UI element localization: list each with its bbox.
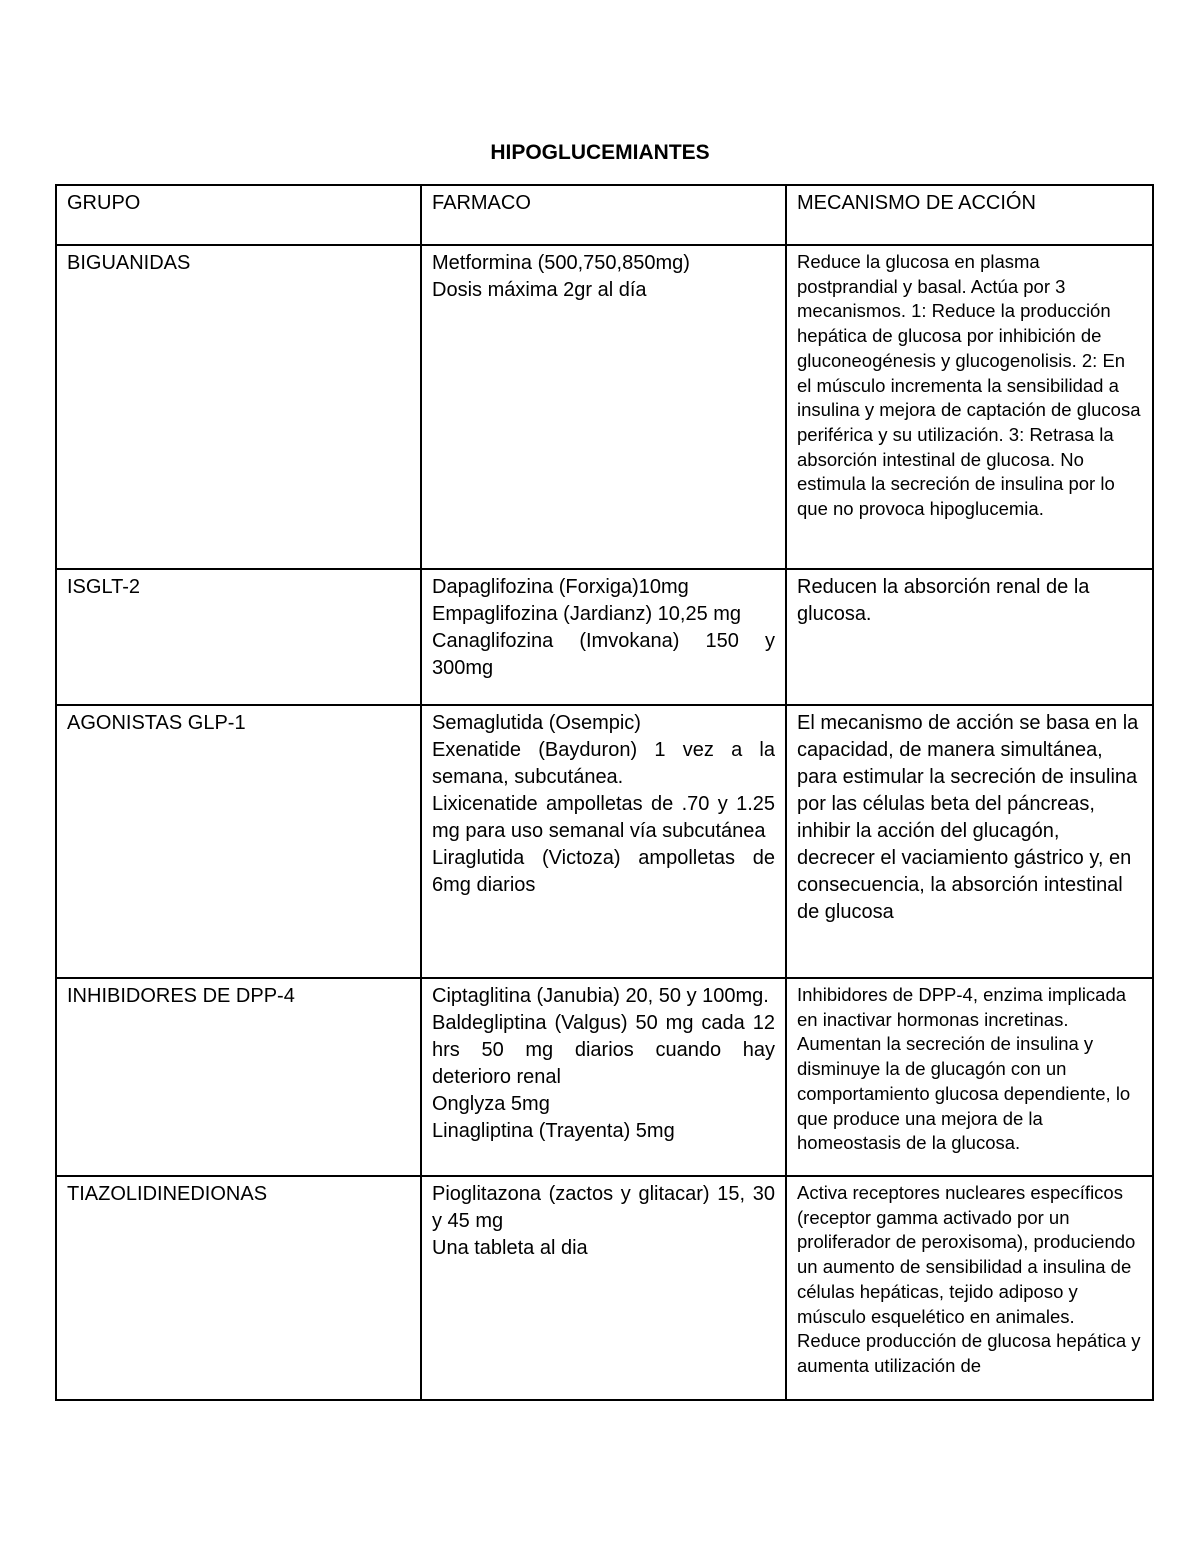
drug-line: Una tableta al dia: [432, 1237, 588, 1259]
drug-cell: [421, 245, 786, 569]
group-cell: INHIBIDORES DE DPP-4: [56, 978, 421, 1176]
table-header-row: [56, 185, 1153, 245]
group-cell: TIAZOLIDINEDIONAS: [56, 1176, 421, 1400]
drug-cell: [421, 569, 786, 705]
group-cell: BIGUANIDAS: [56, 245, 421, 569]
drug-line: Ciptaglitina (Janubia) 20, 50 y 100mg.: [432, 985, 769, 1007]
drug-line: Dapaglifozina (Forxiga)10mg: [432, 576, 689, 598]
drug-line: Baldegliptina (Valgus) 50 mg cada 12 hrs 50 mg diarios cuando hay deterioro renal: [432, 1012, 775, 1088]
mechanism-cell: El mecanismo de acción se basa en la capacidad, de manera simultánea, para estimular la secreción de insulina por las células beta del páncreas, inhibir la acción del glucagón, decrecer el vaciamiento gástrico y, en consecuencia, la absorción intestinal de glucosa: [786, 705, 1153, 978]
mechanism-cell: Reducen la absorción renal de la glucosa.: [786, 569, 1153, 705]
page-title: HIPOGLUCEMIANTES: [490, 141, 710, 164]
table-row-dpp4: [56, 978, 1153, 1176]
header-mechanism: MECANISMO DE ACCIÓN: [786, 185, 1153, 245]
drug-line: Exenatide (Bayduron) 1 vez a la semana, subcutánea.: [432, 739, 775, 788]
drug-line: Liraglutida (Victoza) ampolletas de 6mg diarios: [432, 847, 775, 896]
mechanism-cell: Reduce la glucosa en plasma postprandial y basal. Actúa por 3 mecanismos. 1: Reduce la producción hepática de glucosa por inhibición de gluconeogénesis y glucogenolisis. 2: En el músculo incrementa la sensibilidad a insulina y mejora de captación de glucosa periférica y su utilización. 3: Retrasa la absorción intestinal de glucosa. No estimula la secreción de insulina por lo que no provoca hipoglucemia.: [786, 245, 1153, 569]
header-drug: FARMACO: [421, 185, 786, 245]
drug-cell: [421, 705, 786, 978]
drug-line: Semaglutida (Osempic): [432, 712, 641, 734]
table-row-biguanidas: [56, 245, 1153, 569]
drug-cell: [421, 1176, 786, 1400]
table-row-isglt2: [56, 569, 1153, 705]
drug-line: Empaglifozina (Jardianz) 10,25 mg: [432, 603, 742, 625]
drug-line: Lixicenatide ampolletas de .70 y 1.25 mg para uso semanal vía subcutánea: [432, 793, 775, 842]
table-row-glp1: [56, 705, 1153, 978]
drug-line: Canaglifozina (Imvokana) 150 y 300mg: [432, 630, 775, 679]
hypoglycemic-drug-table: [55, 184, 1154, 1401]
drug-line: Dosis máxima 2gr al día: [432, 279, 647, 301]
drug-line: Linagliptina (Trayenta) 5mg: [432, 1120, 675, 1142]
group-cell: AGONISTAS GLP-1: [56, 705, 421, 978]
mechanism-cell: Inhibidores de DPP-4, enzima implicada en inactivar hormonas incretinas. Aumentan la secreción de insulina y disminuye la de glucagón con un comportamiento glucosa dependiente, lo que produce una mejora de la homeostasis de la glucosa.: [786, 978, 1153, 1176]
drug-line: Onglyza 5mg: [432, 1093, 550, 1115]
drug-line: Metformina (500,750,850mg): [432, 252, 690, 274]
drug-line: Pioglitazona (zactos y glitacar) 15, 30 y 45 mg: [432, 1183, 775, 1232]
drug-cell: [421, 978, 786, 1176]
table-row-tiazolidinedionas: [56, 1176, 1153, 1400]
header-group: GRUPO: [56, 185, 421, 245]
mechanism-cell: Activa receptores nucleares específicos (receptor gamma activado por un proliferador de peroxisoma), produciendo un aumento de sensibilidad a insulina de células hepáticas, tejido adiposo y músculo esquelético en animales. Reduce producción de glucosa hepática y aumenta utilización de: [786, 1176, 1153, 1400]
group-cell: ISGLT-2: [56, 569, 421, 705]
